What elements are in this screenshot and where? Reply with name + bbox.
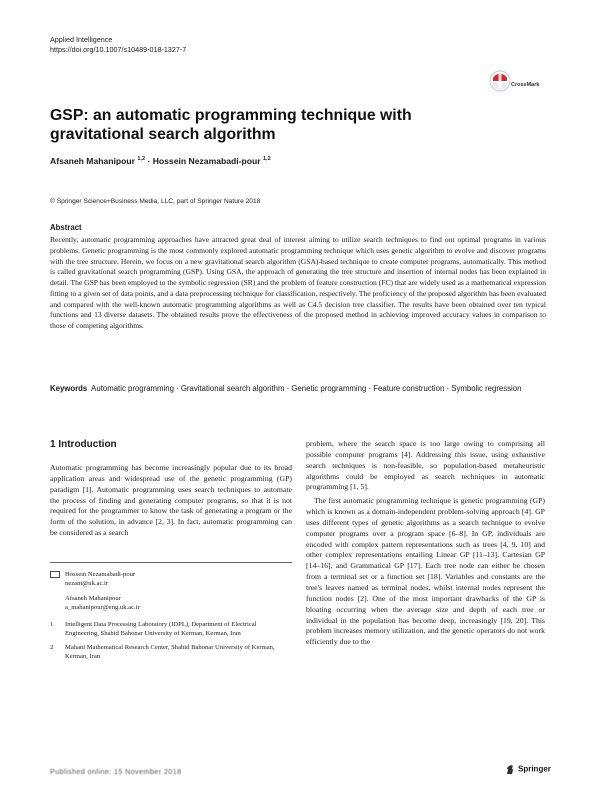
crossmark-label: CrossMark — [511, 82, 540, 88]
affiliation-text: Intelligent Data Processing Laboratory (IDPL), Department of Electrical Engineering, Shahid Bahonar University of Kerman, Kerman, Iran — [65, 620, 257, 637]
publisher-logo — [505, 764, 551, 775]
contact-block — [50, 571, 292, 589]
paper-title: GSP: an automatic programming technique with gravitational search algorithm — [50, 107, 412, 143]
author-list — [50, 156, 271, 166]
author-name[interactable]: Hossein Nezamabadi-pour — [152, 156, 261, 166]
crossmark-icon — [489, 70, 511, 94]
keywords — [50, 384, 546, 395]
springer-horse-icon — [505, 764, 515, 775]
contact-email[interactable]: a_mahanipour@eng.uk.ac.ir — [65, 603, 140, 611]
keywords-list: Automatic programming · Gravitational search algorithm · Genetic programming · Feature construction · Symbolic regression — [91, 384, 522, 393]
contact-email[interactable]: nezam@uk.ac.ir — [65, 579, 109, 587]
left-column — [50, 463, 292, 542]
footnotes — [50, 571, 292, 668]
author-name[interactable]: Afsaneh Mahanipour — [50, 156, 135, 166]
paragraph: The first automatic programming technique is genetic programming (GP) which is known as a domain-independent problem-solving approach [4]. GP uses different types of genetic algorithms as a search technique to evolve computer programs over a program space [6–8]. In GP, individuals are encoded with complex pattern representations such as trees [4, 9, 10] and other complex representations entailing Linear GP [11–13], Cartesian GP [14–16], and Grammatical GP [17]. Each tree node can either be chosen from a terminal set or a function set [18]. Variables and constants are the tree's leaves named as terminal nodes, whilst internal nodes represent the function nodes [2]. One of the most important drawbacks of the GP is bloating occurring when the average size and depth of each tree or individual in the population has become deep, increasingly [19, 20]. This problem increases memory utilization, and the genetic operators do not work efficiently due to the — [306, 496, 545, 647]
section-heading: 1 Introduction — [50, 439, 117, 450]
affiliation-text: Mahani Mathematical Research Center, Shahid Bahonar University of Kerman, Kerman, Iran — [65, 644, 275, 661]
author-separator: · — [147, 156, 153, 166]
crossmark-badge[interactable] — [489, 70, 549, 96]
affiliation-mark: 2 — [50, 644, 54, 652]
doi-link[interactable]: https://doi.org/10.1007/s10489-018-1327-7 — [50, 45, 187, 54]
journal-header — [50, 35, 186, 55]
publisher-name: Springer — [518, 764, 551, 774]
author-affiliation-mark: 1,2 — [137, 156, 146, 163]
journal-name: Applied Intelligence — [50, 35, 113, 44]
abstract-heading: Abstract — [50, 223, 82, 232]
footnote-divider — [50, 562, 292, 563]
contact-name: Afsaneh Mahanipour — [65, 594, 121, 602]
abstract-text: Recently, automatic programming approaches have attracted great deal of interest aiming to utilize search techniques to find out optimal programs in various problems. Genetic programming is the most commonly explored automatic programming technique which uses genetic algorithm to evolve and discover programs with the tree structure. Herein, we focus on a new gravitational search algorithm (GSA)-based technique to create computer programs, automatically. This method is called gravitational search programming (GSP). Using GSA, the approach of generating the tree structure and insertion of internal nodes has been explained in detail. The GSP has been employed to the symbolic regression (SR) and the problem of feature construction (FC) that are widely used as a mathematical expression fitting to a given set of data points, and a data preprocessing technique for classification, respectively. The proficiency of the proposed algorithm has been evaluated and compared with the well-known automatic programming algorithms as well as C4.5 decision tree classifier. The results have been obtained over ten typical functions and 13 diverse datasets. The obtained results prove the effectiveness of the proposed method in achieving improved accuracy values in comparison to those of competing algorithms. — [50, 235, 546, 330]
contact-name: Hossein Nezamabadi-pour — [65, 571, 136, 578]
affiliation — [50, 644, 292, 662]
copyright-notice: © Springer Science+Business Media, LLC, part of Springer Nature 2018 — [50, 198, 261, 205]
paragraph: Automatic programming has become increasingly popular due to its broad application areas and widespread use of the genetic programming (GP) paradigm [1]. Automatic programming uses search techniques to automate the process of finding and generating computer programs, so that it is not required for the programmer to know the task of generating a program or the form of the solution, in advance [2, 3]. In fact, automatic programming can be considered as a search — [50, 463, 292, 538]
paragraph: problem, where the search space is too large owing to comprising all possible computer programs [4]. Addressing this issue, using exhaustive search techniques is non-feasible, so population-based metaheuristic algorithms could be employed as search techniques in automatic programming [1, 5]. — [306, 439, 545, 492]
right-column — [306, 439, 545, 651]
keywords-label: Keywords — [50, 384, 88, 393]
affiliation — [50, 621, 292, 639]
author-affiliation-mark: 1,2 — [263, 156, 271, 163]
envelope-icon — [50, 571, 60, 578]
affiliation-mark: 1 — [50, 620, 54, 628]
publication-date: Published online: 15 November 2018 — [50, 767, 182, 776]
contact-block — [50, 595, 292, 613]
